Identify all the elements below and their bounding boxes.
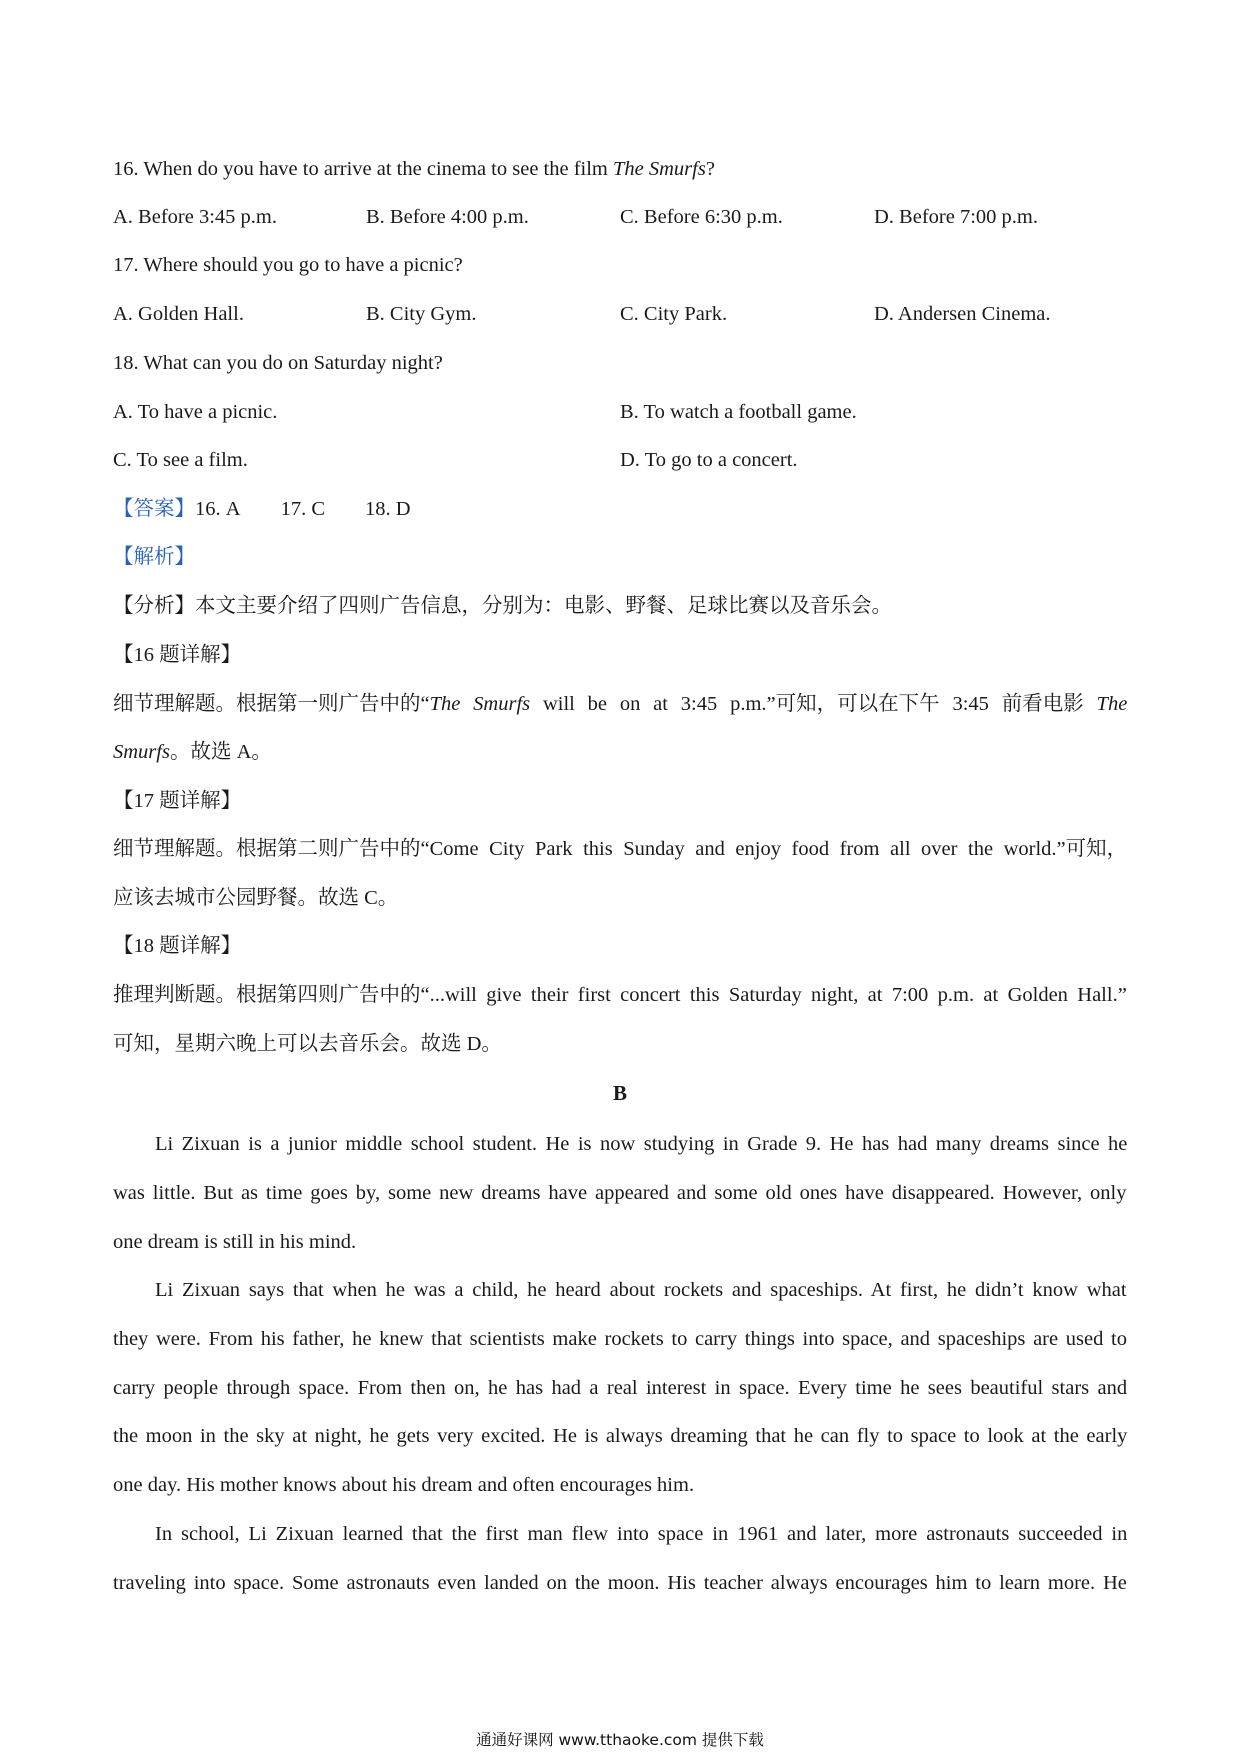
question-16-text: 16. When do you have to arrive at the cinema to see the film [113, 158, 613, 180]
passage-p1-line-3: one dream is still in his mind. [113, 1231, 357, 1253]
q17-option-c: C. City Park. [620, 303, 728, 325]
detail-17-title: 【17 题详解】 [113, 790, 242, 812]
detail-16-text-c: 。故选 A。 [169, 741, 272, 763]
passage-p2-line-1: Li Zixuan says that when he was a child, he heard about rockets and spaceships. At first, he didn’t know what [155, 1279, 1127, 1301]
detail-16-film: The Smurfs [429, 693, 531, 715]
passage-p1-line-1: Li Zixuan is a junior middle school student. He is now studying in Grade 9. He has had many dreams since he [155, 1133, 1128, 1155]
detail-16-title: 【16 题详解】 [113, 644, 242, 666]
question-17-stem: 17. Where should you go to have a picnic? [113, 254, 463, 276]
passage-p2-line-4: the moon in the sky at night, he gets very excited. He is always dreaming that he can fly to space to look at the early [113, 1425, 1128, 1447]
detail-18-line-1: 推理判断题。根据第四则广告中的“...will give their first concert this Saturday night, at 7:00 p.m. at Golden Hall.” [113, 984, 1127, 1006]
q16-option-c: C. Before 6:30 p.m. [620, 206, 783, 228]
q18-option-b: B. To watch a football game. [620, 401, 857, 423]
section-b-heading: B [612, 1081, 627, 1105]
detail-16-text-b: will be on at 3:45 p.m.”可知，可以在下午 3:45 前看电影 [530, 693, 1097, 715]
page-footer: 通通好课网 www.tthaoke.com 提供下载 [476, 1731, 764, 1749]
q17-option-a: A. Golden Hall. [113, 303, 244, 325]
answer-label: 【答案】 [113, 498, 195, 520]
question-18-stem: 18. What can you do on Saturday night? [113, 352, 443, 374]
question-16-stem [113, 155, 715, 183]
detail-17-line-1: 细节理解题。根据第二则广告中的“Come City Park this Sunday and enjoy food from all over the world.”可知， [113, 838, 1128, 860]
detail-16-film-3: Smurfs [113, 741, 170, 763]
q16-option-a: A. Before 3:45 p.m. [113, 206, 277, 228]
q18-option-d: D. To go to a concert. [620, 449, 798, 471]
q17-option-b: B. City Gym. [366, 303, 477, 325]
detail-16-line-1 [113, 690, 1127, 718]
question-16-mark: ? [705, 158, 715, 180]
answer-17: 17. C [280, 498, 325, 520]
detail-16-film-2: The [1096, 693, 1128, 715]
passage-p2-line-2: they were. From his father, he knew that scientists make rockets to carry things into space, and spaceships are used to [113, 1328, 1127, 1350]
passage-p2-line-5: one day. His mother knows about his dream and often encourages him. [113, 1474, 695, 1496]
q18-option-a: A. To have a picnic. [113, 401, 278, 423]
detail-17-line-2: 应该去城市公园野餐。故选 C。 [113, 887, 399, 909]
analysis-summary: 【分析】本文主要介绍了四则广告信息，分别为：电影、野餐、足球比赛以及音乐会。 [113, 595, 892, 617]
detail-16-text-a: 细节理解题。根据第一则广告中的“ [113, 693, 430, 715]
film-title: The Smurfs [613, 158, 706, 180]
detail-18-title: 【18 题详解】 [113, 935, 242, 957]
q16-option-d: D. Before 7:00 p.m. [874, 206, 1038, 228]
passage-p3-line-1: In school, Li Zixuan learned that the first man flew into space in 1961 and later, more astronauts succeeded in [155, 1523, 1128, 1545]
passage-p2-line-3: carry people through space. From then on, he has had a real interest in space. Every time he sees beautiful stars and [113, 1377, 1128, 1399]
analysis-label: 【解析】 [113, 546, 195, 568]
answer-18: 18. D [365, 498, 411, 520]
q16-option-b: B. Before 4:00 p.m. [366, 206, 529, 228]
detail-16-line-2 [113, 738, 1127, 766]
q18-option-c: C. To see a film. [113, 449, 248, 471]
q17-option-d: D. Andersen Cinema. [874, 303, 1051, 325]
detail-18-line-2: 可知，星期六晚上可以去音乐会。故选 D。 [113, 1033, 502, 1055]
passage-p3-line-2: traveling into space. Some astronauts even landed on the moon. His teacher always encourages him to learn more. He [113, 1572, 1127, 1594]
passage-p1-line-2: was little. But as time goes by, some new dreams have appeared and some old ones have disappeared. However, only [113, 1182, 1127, 1204]
answer-16: 16. A [195, 498, 241, 520]
answer-line [113, 495, 411, 523]
